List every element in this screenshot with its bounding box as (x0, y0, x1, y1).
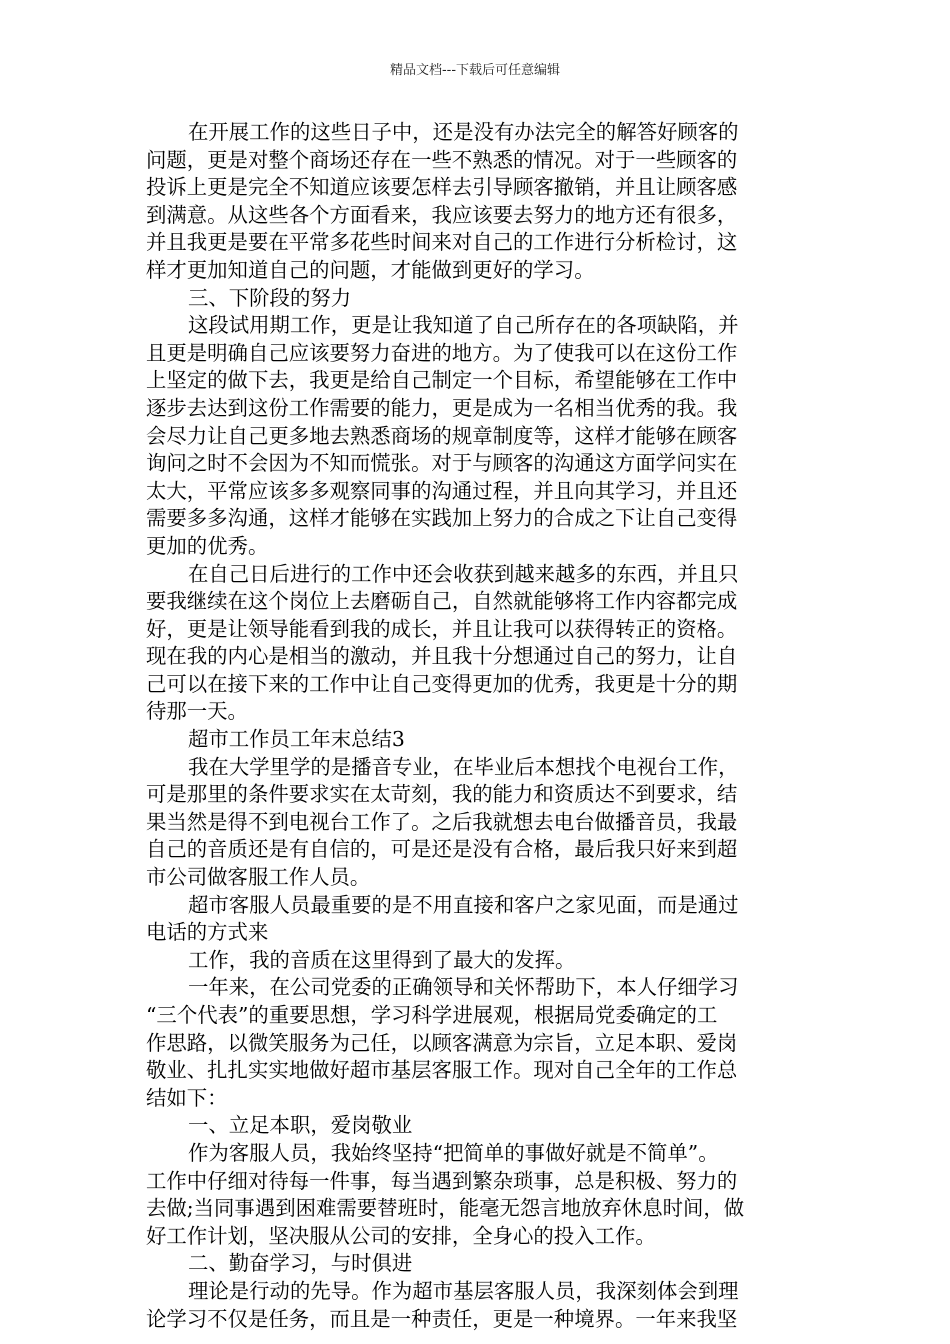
text-line: 问题，更是对整个商场还存在一些不熟悉的情况。对于一些顾客的 (146, 147, 738, 172)
text-line: 电话的方式来 (146, 920, 269, 945)
text-line: 样才更加知道自己的问题，才能做到更好的学习。 (146, 257, 595, 282)
text-line: 一、立足本职，爱岗敬业 (188, 1113, 413, 1138)
text-line: 好工作计划，坚决服从公司的安排，全身心的投入工作。 (146, 1223, 656, 1248)
text-line: 理论是行动的先导。作为超市基层客服人员，我深刻体会到理 (188, 1278, 739, 1303)
text-line: 询问之时不会因为不知而慌张。对于与顾客的沟通这方面学问实在 (146, 451, 738, 476)
text-line: 投诉上更是完全不知道应该要怎样去引导顾客撤销，并且让顾客感 (146, 175, 738, 200)
page-header-watermark: 精品文档---下载后可任意编辑 (389, 63, 561, 78)
text-line: 好，更是让领导能看到我的成长，并且让我可以获得转正的资格。 (146, 616, 738, 641)
text-line: 二、勤奋学习，与时俱进 (188, 1251, 413, 1276)
text-line: 去做;当同事遇到困难需要替班时，能毫无怨言地放弃休息时间，做 (146, 1196, 745, 1221)
text-line: 待那一天。 (146, 699, 248, 724)
text-line: “三个代表”的重要思想，学习科学进展观，根据局党委确定的工 (146, 1003, 718, 1027)
text-line: 作思路，以微笑服务为己任，以顾客满意为宗旨，立足本职、爱岗 (146, 1030, 738, 1055)
text-line: 敬业、扎扎实实地做好超市基层客服工作。现对自己全年的工作总 (146, 1058, 738, 1083)
text-line: 要我继续在这个岗位上去磨砺自己，自然就能够将工作内容都完成 (146, 589, 738, 614)
text-line: 这段试用期工作，更是让我知道了自己所存在的各项缺陷，并 (188, 313, 739, 338)
text-line: 一年来，在公司党委的正确领导和关怀帮助下，本人仔细学习 (188, 975, 739, 1000)
text-line: 工作中仔细对待每一件事，每当遇到繁杂琐事，总是积极、努力的 (146, 1168, 738, 1193)
text-line: 论学习不仅是任务，而且是一种责任，更是一种境界。一年来我坚 (146, 1306, 738, 1331)
text-line: 三、下阶段的努力 (188, 285, 352, 310)
text-line: 逐步去达到这份工作需要的能力，更是成为一名相当优秀的我。我 (146, 395, 738, 420)
document-body (146, 119, 806, 1333)
text-line: 市公司做客服工作人员。 (146, 865, 371, 890)
text-line: 需要多多沟通，这样才能够在实践加上努力的合成之下让自己变得 (146, 506, 738, 531)
text-line: 且更是明确自己应该要努力奋进的地方。为了使我可以在这份工作 (146, 340, 738, 365)
text-line: 工作，我的音质在这里得到了最大的发挥。 (188, 947, 576, 972)
text-line: 我在大学里学的是播音专业，在毕业后本想找个电视台工作， (188, 754, 739, 779)
text-line: 更加的优秀。 (146, 533, 269, 558)
text-line: 结如下： (146, 1085, 228, 1110)
text-line: 在自己日后进行的工作中还会收获到越来越多的东西，并且只 (188, 561, 739, 586)
text-line: 自己的音质还是有自信的，可是还是没有合格，最后我只好来到超 (146, 837, 738, 862)
text-line: 超市客服人员最重要的是不用直接和客户之家见面，而是通过 (188, 892, 739, 917)
text-line: 并且我更是要在平常多花些时间来对自己的工作进行分析检讨，这 (146, 230, 738, 255)
text-line: 果当然是得不到电视台工作了。之后我就想去电台做播音员，我最 (146, 809, 738, 834)
text-line: 作为客服人员，我始终坚持“把简单的事做好就是不简单”。 (188, 1140, 719, 1165)
text-line: 在开展工作的这些日子中，还是没有办法完全的解答好顾客的 (188, 120, 739, 144)
text-line: 上坚定的做下去，我更是给自己制定一个目标，希望能够在工作中 (146, 368, 738, 393)
text-line: 现在我的内心是相当的激动，并且我十分想通过自己的努力，让自 (146, 644, 738, 669)
text-line: 到满意。从这些各个方面看来，我应该要去努力的地方还有很多， (146, 202, 738, 227)
text-line: 会尽力让自己更多地去熟悉商场的规章制度等，这样才能够在顾客 (146, 423, 738, 448)
text-line: 太大，平常应该多多观察同事的沟通过程，并且向其学习，并且还 (146, 478, 738, 503)
text-line: 己可以在接下来的工作中让自己变得更加的优秀，我更是十分的期 (146, 671, 738, 696)
text-line: 超市工作员工年末总结3 (188, 727, 405, 752)
text-line: 可是那里的条件要求实在太苛刻，我的能力和资质达不到要求，结 (146, 782, 738, 807)
